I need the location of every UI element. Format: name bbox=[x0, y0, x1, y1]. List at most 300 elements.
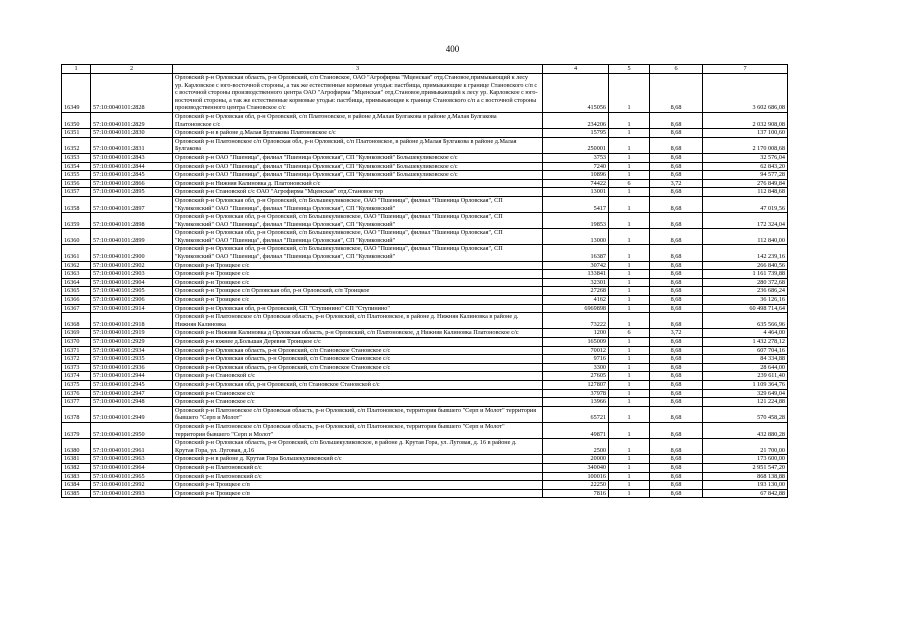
row-number-cell: 16380 bbox=[62, 439, 91, 455]
rate-cell: 8,68 bbox=[650, 278, 703, 287]
table-row bbox=[62, 278, 788, 287]
rate-cell: 8,68 bbox=[650, 213, 703, 229]
cadastral-number-cell: 57:10:0040101:2993 bbox=[91, 489, 173, 498]
location-description-cell: Орловский р-н Платоновский с/с bbox=[173, 472, 543, 481]
rate-cell: 8,68 bbox=[650, 455, 703, 464]
area-cell: 5417 bbox=[543, 196, 609, 212]
cadastral-number-cell: 57:10:0040101:2898 bbox=[91, 213, 173, 229]
table-row bbox=[62, 229, 788, 245]
location-description-cell: Орловский р-н Орловская область, р-н Орловский, с/п Становское Становское с/с bbox=[173, 355, 543, 364]
row-number-cell: 16385 bbox=[62, 489, 91, 498]
location-description-cell: Орловский р-н Нижняя Калиновка д Орловская область, р-н Орловский, с/п Платоновское, д Нижняя Калиновка Платоновское с/с bbox=[173, 329, 543, 338]
cadastral-number-cell: 57:10:0040101:2903 bbox=[91, 270, 173, 279]
total-value-cell: 47 019,56 bbox=[703, 196, 788, 212]
total-value-cell: 60 498 714,64 bbox=[703, 304, 788, 313]
location-description-cell: Орловский р-н южнее д.Большая Деревня Троицкое с/с bbox=[173, 338, 543, 347]
location-description-cell: Орловский р-н Платоновский с/с bbox=[173, 463, 543, 472]
category-code-cell: 1 bbox=[609, 338, 650, 347]
rate-cell: 8,68 bbox=[650, 481, 703, 490]
area-cell: 234206 bbox=[543, 112, 609, 128]
row-number-cell: 16381 bbox=[62, 455, 91, 464]
cadastral-number-cell: 57:10:0040101:2844 bbox=[91, 162, 173, 171]
category-code-cell: 1 bbox=[609, 304, 650, 313]
cadastral-number-cell: 57:10:0040101:2902 bbox=[91, 261, 173, 270]
category-code-cell: 1 bbox=[609, 171, 650, 180]
table-row bbox=[62, 439, 788, 455]
location-description-cell: Орловский р-н Орловская обл, р-н Орловский, с/п Платоновское, в районе д.Малая Булгакова в районе д.Малая Булгакова Платоновское с/с bbox=[173, 112, 543, 128]
area-cell: 15795 bbox=[543, 129, 609, 138]
row-number-cell: 16361 bbox=[62, 245, 91, 261]
rate-cell: 8,68 bbox=[650, 188, 703, 197]
table-row bbox=[62, 389, 788, 398]
rate-cell: 3,72 bbox=[650, 329, 703, 338]
table-row bbox=[62, 338, 788, 347]
total-value-cell: 193 130,00 bbox=[703, 481, 788, 490]
area-cell: 133841 bbox=[543, 270, 609, 279]
rate-cell: 8,68 bbox=[650, 112, 703, 128]
cadastral-number-cell: 57:10:0040101:2950 bbox=[91, 422, 173, 438]
category-code-cell: 1 bbox=[609, 481, 650, 490]
area-cell: 415056 bbox=[543, 74, 609, 113]
header-cell: 4 bbox=[543, 65, 609, 74]
category-code-cell: 1 bbox=[609, 137, 650, 153]
cadastral-number-cell: 57:10:0040101:2965 bbox=[91, 472, 173, 481]
total-value-cell: 236 686,24 bbox=[703, 287, 788, 296]
area-cell: 9716 bbox=[543, 355, 609, 364]
category-code-cell: 1 bbox=[609, 287, 650, 296]
total-value-cell: 112 848,68 bbox=[703, 188, 788, 197]
location-description-cell: Орловский р-н Орловская обл, р-н Орловский, с/п Большекуликовское, ОАО "Пшеница", филиал "Пшеница Орловская", СП "Куликовский" ОАО "Пшеница", филиал "Пшеница Орловская", СП "Куликовский" bbox=[173, 213, 543, 229]
total-value-cell: 607 704,16 bbox=[703, 346, 788, 355]
row-number-cell: 16357 bbox=[62, 188, 91, 197]
total-value-cell: 36 126,16 bbox=[703, 296, 788, 305]
total-value-cell: 112 840,00 bbox=[703, 229, 788, 245]
rate-cell: 8,68 bbox=[650, 171, 703, 180]
header-cell: 5 bbox=[609, 65, 650, 74]
table-row bbox=[62, 245, 788, 261]
table-row bbox=[62, 171, 788, 180]
area-cell: 22250 bbox=[543, 481, 609, 490]
table-row bbox=[62, 137, 788, 153]
rate-cell: 8,68 bbox=[650, 229, 703, 245]
area-cell: 250001 bbox=[543, 137, 609, 153]
rate-cell: 8,68 bbox=[650, 296, 703, 305]
row-number-cell: 16353 bbox=[62, 153, 91, 162]
location-description-cell: Орловский р-н Троицкое с/п Орловская обл, р-н Орловский, с/п Троицкое bbox=[173, 287, 543, 296]
location-description-cell: Орловский р-н Нижняя Калиновка д. Платоновский с/с bbox=[173, 179, 543, 188]
location-description-cell: Орловский р-н Орловская обл, р-н Орловский, с/п Большекуликовское, ОАО "Пшеница", филиал "Пшеница Орловская", СП "Куликовский" ОАО "Пшеница", филиал "Пшеница Орловская", СП "Куликовский" bbox=[173, 245, 543, 261]
location-description-cell: Орловский р-н Становской с/с ОАО "Агрофирма "Мценская" отд.Становое тер bbox=[173, 188, 543, 197]
area-cell: 13000 bbox=[543, 229, 609, 245]
category-code-cell: 6 bbox=[609, 179, 650, 188]
row-number-cell: 16373 bbox=[62, 363, 91, 372]
area-cell: 70012 bbox=[543, 346, 609, 355]
table-row bbox=[62, 213, 788, 229]
cadastral-number-cell: 57:10:0040101:2845 bbox=[91, 171, 173, 180]
category-code-cell: 1 bbox=[609, 389, 650, 398]
area-cell: 32301 bbox=[543, 278, 609, 287]
header-cell: 6 bbox=[650, 65, 703, 74]
table-row bbox=[62, 153, 788, 162]
area-cell: 27605 bbox=[543, 372, 609, 381]
location-description-cell: Орловский р-н Троицкое с/с bbox=[173, 261, 543, 270]
table-row bbox=[62, 372, 788, 381]
location-description-cell: Орловский р-н Становское с/с bbox=[173, 398, 543, 407]
cadastral-number-cell: 57:10:0040101:2949 bbox=[91, 406, 173, 422]
row-number-cell: 16369 bbox=[62, 329, 91, 338]
total-value-cell: 172 324,04 bbox=[703, 213, 788, 229]
table-row bbox=[62, 304, 788, 313]
row-number-cell: 16363 bbox=[62, 270, 91, 279]
row-number-cell: 16349 bbox=[62, 74, 91, 113]
cadastral-number-cell: 57:10:0040101:2964 bbox=[91, 463, 173, 472]
rate-cell: 8,68 bbox=[650, 338, 703, 347]
row-number-cell: 16370 bbox=[62, 338, 91, 347]
rate-cell: 8,68 bbox=[650, 162, 703, 171]
cadastral-number-cell: 57:10:0040101:2905 bbox=[91, 287, 173, 296]
total-value-cell: 1 161 739,88 bbox=[703, 270, 788, 279]
cadastral-number-cell: 57:10:0040101:2992 bbox=[91, 481, 173, 490]
category-code-cell: 1 bbox=[609, 270, 650, 279]
total-value-cell: 1 432 278,12 bbox=[703, 338, 788, 347]
total-value-cell: 2 170 008,68 bbox=[703, 137, 788, 153]
rate-cell: 8,68 bbox=[650, 153, 703, 162]
cadastral-number-cell: 57:10:0040101:2900 bbox=[91, 245, 173, 261]
rate-cell: 8,68 bbox=[650, 363, 703, 372]
location-description-cell: Орловский р-н Орловская обл, р-н Орловский, с/п Большекуликовское, ОАО "Пшеница", филиал "Пшеница Орловская", СП "Куликовский" ОАО "Пшеница", филиал "Пшеница Орловская", СП "Куликовский" bbox=[173, 196, 543, 212]
row-number-cell: 16362 bbox=[62, 261, 91, 270]
rate-cell: 8,68 bbox=[650, 346, 703, 355]
row-number-cell: 16371 bbox=[62, 346, 91, 355]
category-code-cell: 1 bbox=[609, 229, 650, 245]
table-row bbox=[62, 261, 788, 270]
cadastral-number-cell: 57:10:0040101:2914 bbox=[91, 304, 173, 313]
rate-cell: 8,68 bbox=[650, 355, 703, 364]
rate-cell: 8,68 bbox=[650, 372, 703, 381]
area-cell: 7240 bbox=[543, 162, 609, 171]
category-code-cell: 1 bbox=[609, 489, 650, 498]
header-cell: 2 bbox=[91, 65, 173, 74]
category-code-cell: 1 bbox=[609, 372, 650, 381]
location-description-cell: Орловский р-н Орловская область, р-н Орловский, с/п Становское, ОАО "Агрофирма "Мценская" отд.Становое,примыкающий к лесу ур. Карловское с юго-восточной стороны, а так же естественные кормовые угодья: пастбища, примыкающие к границе Становского с/п с с восточной стороны производственного центра ОАО "Агрофирма "Мценская" отд.Становое,примыкающий к лесу ур. Карловское с юго- восточной стороны, а так же естественные кормовые угодья: пастбища, примыкающие к границе Становского с/п а с восточной стороны производственного центра Становское с/с bbox=[173, 74, 543, 113]
area-cell: 30742 bbox=[543, 261, 609, 270]
page-number: 400 bbox=[445, 44, 460, 54]
cadastral-number-cell: 57:10:0040101:2945 bbox=[91, 380, 173, 389]
rate-cell: 8,68 bbox=[650, 261, 703, 270]
location-description-cell: Орловский р-н Орловская область, р-н Орловский, с/п Большекуликовское, в районе д. Крутая Гора, ул. Луговая, д. 16 в районе д. Крутая Гора, ул. Луговая, д.16 bbox=[173, 439, 543, 455]
category-code-cell: 1 bbox=[609, 355, 650, 364]
row-number-cell: 16367 bbox=[62, 304, 91, 313]
category-code-cell: 1 bbox=[609, 112, 650, 128]
area-cell: 20000 bbox=[543, 455, 609, 464]
category-code-cell: 1 bbox=[609, 380, 650, 389]
rate-cell: 8,68 bbox=[650, 380, 703, 389]
location-description-cell: Орловский р-н Орловская область, р-н Орловский, с/п Становское Становское с/с bbox=[173, 363, 543, 372]
category-code-cell: 1 bbox=[609, 346, 650, 355]
row-number-cell: 16354 bbox=[62, 162, 91, 171]
row-number-cell: 16351 bbox=[62, 129, 91, 138]
category-code-cell: 1 bbox=[609, 463, 650, 472]
location-description-cell: Орловский р-н ОАО "Пшеница", филиал "Пшеница Орловская", СП "Куликовский" Большекуликовское с/с bbox=[173, 162, 543, 171]
location-description-cell: Орловский р-н Орловская обл, р-н Орловский, с/п Становское Становской с/с bbox=[173, 380, 543, 389]
row-number-cell: 16384 bbox=[62, 481, 91, 490]
row-number-cell: 16379 bbox=[62, 422, 91, 438]
table-row bbox=[62, 455, 788, 464]
total-value-cell: 280 372,68 bbox=[703, 278, 788, 287]
table-row bbox=[62, 296, 788, 305]
land-plot-table bbox=[61, 64, 788, 498]
location-description-cell: Орловский р-н Орловская область, р-н Орловский, с/п Становское Становское с/с bbox=[173, 346, 543, 355]
category-code-cell: 1 bbox=[609, 245, 650, 261]
area-cell: 4162 bbox=[543, 296, 609, 305]
table-body bbox=[62, 65, 788, 498]
cadastral-number-cell: 57:10:0040101:2843 bbox=[91, 153, 173, 162]
area-cell: 3753 bbox=[543, 153, 609, 162]
total-value-cell: 137 100,60 bbox=[703, 129, 788, 138]
location-description-cell: Орловский р-н Троицкое с/п bbox=[173, 481, 543, 490]
category-code-cell: 1 bbox=[609, 162, 650, 171]
cadastral-number-cell: 57:10:0040101:2961 bbox=[91, 439, 173, 455]
row-number-cell: 16377 bbox=[62, 398, 91, 407]
cadastral-number-cell: 57:10:0040101:2899 bbox=[91, 229, 173, 245]
rate-cell: 8,68 bbox=[650, 304, 703, 313]
row-number-cell: 16360 bbox=[62, 229, 91, 245]
row-number-cell: 16374 bbox=[62, 372, 91, 381]
category-code-cell: 1 bbox=[609, 188, 650, 197]
row-number-cell: 16368 bbox=[62, 313, 91, 329]
area-cell: 65721 bbox=[543, 406, 609, 422]
total-value-cell: 570 458,28 bbox=[703, 406, 788, 422]
location-description-cell: Орловский р-н Троицкое с/п bbox=[173, 489, 543, 498]
category-code-cell: 1 bbox=[609, 472, 650, 481]
row-number-cell: 16365 bbox=[62, 287, 91, 296]
category-code-cell: 1 bbox=[609, 74, 650, 113]
total-value-cell: 28 644,00 bbox=[703, 363, 788, 372]
category-code-cell: 1 bbox=[609, 129, 650, 138]
total-value-cell: 121 224,88 bbox=[703, 398, 788, 407]
area-cell: 7816 bbox=[543, 489, 609, 498]
category-code-cell: 1 bbox=[609, 363, 650, 372]
total-value-cell: 142 239,16 bbox=[703, 245, 788, 261]
table-row bbox=[62, 406, 788, 422]
area-cell: 2500 bbox=[543, 439, 609, 455]
cadastral-number-cell: 57:10:0040101:2828 bbox=[91, 74, 173, 113]
location-description-cell: Орловский р-н Становское с/с bbox=[173, 389, 543, 398]
row-number-cell: 16352 bbox=[62, 137, 91, 153]
cadastral-number-cell: 57:10:0040101:2948 bbox=[91, 398, 173, 407]
location-description-cell: Орловский р-н Платоновское с/п Орловская обл, р-н Орловский, с/п Платоновское, в районе д.Малая Булгакова в районе д.Малая Булгакова bbox=[173, 137, 543, 153]
area-cell: 73222 bbox=[543, 313, 609, 329]
location-description-cell: Орловский р-н ОАО "Пшеница", филиал "Пшеница Орловская", СП "Кулнковский" Большекуликовское с/с bbox=[173, 153, 543, 162]
category-code-cell: 1 bbox=[609, 296, 650, 305]
total-value-cell: 266 840,56 bbox=[703, 261, 788, 270]
cadastral-number-cell: 57:10:0040101:2906 bbox=[91, 296, 173, 305]
row-number-cell: 16382 bbox=[62, 463, 91, 472]
table-row bbox=[62, 188, 788, 197]
area-cell: 27268 bbox=[543, 287, 609, 296]
table-row bbox=[62, 472, 788, 481]
rate-cell: 8,68 bbox=[650, 74, 703, 113]
row-number-cell: 16356 bbox=[62, 179, 91, 188]
rate-cell: 8,68 bbox=[650, 489, 703, 498]
location-description-cell: Орловский р-н Платоновское с/п Орловская область, р-н Орловский, с/п Платоновское, территория бывшего "Серп и Молот" территория бывшего "Серп и Молот" bbox=[173, 422, 543, 438]
total-value-cell: 4 464,00 bbox=[703, 329, 788, 338]
table-row bbox=[62, 398, 788, 407]
total-value-cell: 276 849,84 bbox=[703, 179, 788, 188]
location-description-cell: Орловский р-н в районе д.Малая Булгакова Платоновское с/с bbox=[173, 129, 543, 138]
cadastral-number-cell: 57:10:0040101:2929 bbox=[91, 338, 173, 347]
area-cell: 74422 bbox=[543, 179, 609, 188]
cadastral-number-cell: 57:10:0040101:2919 bbox=[91, 329, 173, 338]
row-number-cell: 16359 bbox=[62, 213, 91, 229]
rate-cell: 8,68 bbox=[650, 422, 703, 438]
category-code-cell: 1 bbox=[609, 398, 650, 407]
cadastral-number-cell: 57:10:0040101:2904 bbox=[91, 278, 173, 287]
location-description-cell: Орловский р-н Орловская обл, р-н Орловский, с/п Большекуликовское, ОАО "Пшеница", филиал "Пшеница Орловская", СП "Куликовский" ОАО "Пшеница", филиал "Пшеница Орловская", СП "Куликовский" bbox=[173, 229, 543, 245]
category-code-cell: 1 bbox=[609, 455, 650, 464]
rate-cell: 8,68 bbox=[650, 137, 703, 153]
rate-cell: 8,68 bbox=[650, 129, 703, 138]
table-row bbox=[62, 380, 788, 389]
total-value-cell: 3 602 686,08 bbox=[703, 74, 788, 113]
rate-cell: 8,68 bbox=[650, 287, 703, 296]
cadastral-number-cell: 57:10:0040101:2935 bbox=[91, 355, 173, 364]
location-description-cell: Орловский р-н Становской с/с bbox=[173, 372, 543, 381]
category-code-cell: 1 bbox=[609, 278, 650, 287]
row-number-cell: 16366 bbox=[62, 296, 91, 305]
table-row bbox=[62, 179, 788, 188]
rate-cell: 8,68 bbox=[650, 406, 703, 422]
area-cell: 1200 bbox=[543, 329, 609, 338]
table-row bbox=[62, 196, 788, 212]
total-value-cell: 67 842,88 bbox=[703, 489, 788, 498]
area-cell: 100016 bbox=[543, 472, 609, 481]
area-cell: 49871 bbox=[543, 422, 609, 438]
cadastral-number-cell: 57:10:0040101:2866 bbox=[91, 179, 173, 188]
total-value-cell: 329 649,04 bbox=[703, 389, 788, 398]
row-number-cell: 16350 bbox=[62, 112, 91, 128]
table-row bbox=[62, 489, 788, 498]
area-cell: 13966 bbox=[543, 398, 609, 407]
area-cell: 340040 bbox=[543, 463, 609, 472]
area-cell: 6969898 bbox=[543, 304, 609, 313]
location-description-cell: Орловский р-н в районе д. Крутая Гора Большекуликовский с/с bbox=[173, 455, 543, 464]
location-description-cell: Орловский р-н Платоновское с/п Орловская область, р-н Орловский, с/п Платоновское, в районе д. Нижняя Калиновка в районе д. Нижняя Калиновка bbox=[173, 313, 543, 329]
cadastral-number-cell: 57:10:0040101:2830 bbox=[91, 129, 173, 138]
area-cell: 127807 bbox=[543, 380, 609, 389]
cadastral-number-cell: 57:10:0040101:2829 bbox=[91, 112, 173, 128]
category-code-cell: 1 bbox=[609, 439, 650, 455]
total-value-cell: 173 600,00 bbox=[703, 455, 788, 464]
header-cell: 1 bbox=[62, 65, 91, 74]
location-description-cell: Орловский р-н Платоновское с/п Орловская область, р-н Орловский, с/п Платоновское, территория бывшего "Серп и Молот" территория бывшего "Серп и Молот" bbox=[173, 406, 543, 422]
total-value-cell: 239 611,40 bbox=[703, 372, 788, 381]
table-row bbox=[62, 129, 788, 138]
cadastral-number-cell: 57:10:0040101:2934 bbox=[91, 346, 173, 355]
row-number-cell: 16376 bbox=[62, 389, 91, 398]
total-value-cell: 432 880,28 bbox=[703, 422, 788, 438]
row-number-cell: 16383 bbox=[62, 472, 91, 481]
category-code-cell: 1 bbox=[609, 406, 650, 422]
rate-cell: 8,68 bbox=[650, 245, 703, 261]
area-cell: 3300 bbox=[543, 363, 609, 372]
table-row bbox=[62, 463, 788, 472]
header-cell: 3 bbox=[173, 65, 543, 74]
cadastral-number-cell: 57:10:0040101:2936 bbox=[91, 363, 173, 372]
total-value-cell: 94 577,28 bbox=[703, 171, 788, 180]
row-number-cell: 16378 bbox=[62, 406, 91, 422]
total-value-cell: 635 566,96 bbox=[703, 313, 788, 329]
total-value-cell: 32 576,04 bbox=[703, 153, 788, 162]
table-row bbox=[62, 329, 788, 338]
category-code-cell: 6 bbox=[609, 329, 650, 338]
table-row bbox=[62, 355, 788, 364]
location-description-cell: Орловский р-н ОАО "Пшеница", филиал "Пшеница Орловская", СП "Куликовский" Большекуликовское с/с bbox=[173, 171, 543, 180]
rate-cell: 8,68 bbox=[650, 389, 703, 398]
area-cell: 16387 bbox=[543, 245, 609, 261]
total-value-cell: 2 951 547,20 bbox=[703, 463, 788, 472]
table-row bbox=[62, 287, 788, 296]
total-value-cell: 868 138,88 bbox=[703, 472, 788, 481]
row-number-cell: 16375 bbox=[62, 380, 91, 389]
category-code-cell: 1 bbox=[609, 196, 650, 212]
rate-cell: 8,68 bbox=[650, 270, 703, 279]
cadastral-number-cell: 57:10:0040101:2944 bbox=[91, 372, 173, 381]
table-row bbox=[62, 313, 788, 329]
row-number-cell: 16372 bbox=[62, 355, 91, 364]
total-value-cell: 2 032 908,08 bbox=[703, 112, 788, 128]
cadastral-number-cell: 57:10:0040101:2918 bbox=[91, 313, 173, 329]
cadastral-number-cell: 57:10:0040101:2897 bbox=[91, 196, 173, 212]
cadastral-number-cell: 57:10:0040101:2895 bbox=[91, 188, 173, 197]
table-row bbox=[62, 112, 788, 128]
cadastral-number-cell: 57:10:0040101:2831 bbox=[91, 137, 173, 153]
area-cell: 13001 bbox=[543, 188, 609, 197]
rate-cell: 3,72 bbox=[650, 179, 703, 188]
area-cell: 37978 bbox=[543, 389, 609, 398]
header-cell: 7 bbox=[703, 65, 788, 74]
area-cell: 165009 bbox=[543, 338, 609, 347]
rate-cell: 8,68 bbox=[650, 398, 703, 407]
category-code-cell: 1 bbox=[609, 313, 650, 329]
category-code-cell: 1 bbox=[609, 422, 650, 438]
table-row bbox=[62, 481, 788, 490]
rate-cell: 8,68 bbox=[650, 439, 703, 455]
row-number-cell: 16355 bbox=[62, 171, 91, 180]
total-value-cell: 1 109 364,76 bbox=[703, 380, 788, 389]
row-number-cell: 16364 bbox=[62, 278, 91, 287]
location-description-cell: Орловский р-н Троицкое с/с bbox=[173, 296, 543, 305]
rate-cell: 8,68 bbox=[650, 463, 703, 472]
category-code-cell: 1 bbox=[609, 213, 650, 229]
table-row bbox=[62, 74, 788, 113]
area-cell: 10896 bbox=[543, 171, 609, 180]
category-code-cell: 1 bbox=[609, 261, 650, 270]
cadastral-number-cell: 57:10:0040101:2963 bbox=[91, 455, 173, 464]
table-row bbox=[62, 422, 788, 438]
column-number-header-row bbox=[62, 65, 788, 74]
location-description-cell: Орловский р-н Троицкое с/с bbox=[173, 270, 543, 279]
category-code-cell: 1 bbox=[609, 153, 650, 162]
cadastral-number-cell: 57:10:0040101:2947 bbox=[91, 389, 173, 398]
rate-cell: 8,68 bbox=[650, 313, 703, 329]
table-row bbox=[62, 270, 788, 279]
location-description-cell: Орловский р-н Троицкое с/с bbox=[173, 278, 543, 287]
location-description-cell: Орловский р-н Орловская обл, р-н Орловский, СП "Ступинино" СП "Ступинино" bbox=[173, 304, 543, 313]
total-value-cell: 21 700,00 bbox=[703, 439, 788, 455]
rate-cell: 8,68 bbox=[650, 196, 703, 212]
table-row bbox=[62, 346, 788, 355]
